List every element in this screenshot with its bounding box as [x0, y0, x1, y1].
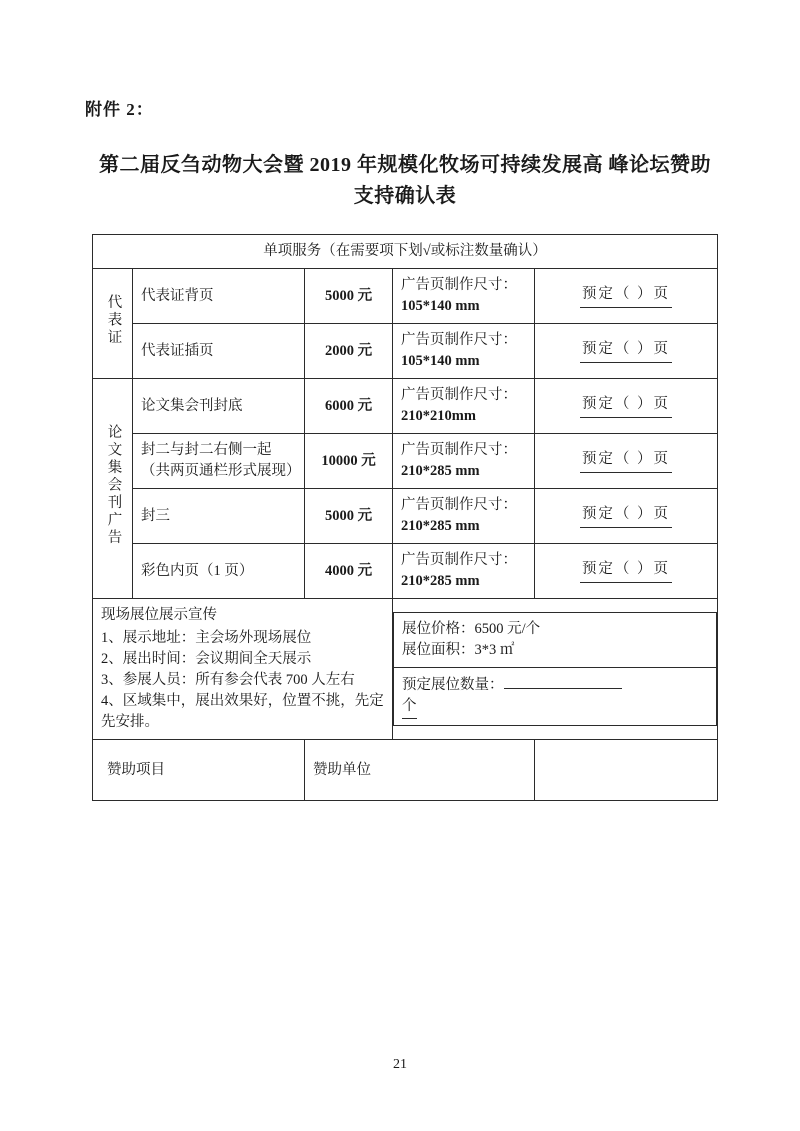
- item-spec: [393, 544, 535, 599]
- booth-item-4: 4、区域集中，展出效果好，位置不挑，先定先安排。: [101, 693, 384, 731]
- spec-line-2: 105*140 mm: [401, 353, 480, 370]
- item-spec: [393, 324, 535, 379]
- booth-reserve-unit: 个: [402, 696, 417, 719]
- booth-reserve-row: [394, 668, 717, 726]
- sponsor-item-label: [93, 740, 305, 801]
- table-row: [93, 544, 718, 599]
- sponsor-unit-label-text: 赞助单位: [313, 761, 371, 778]
- item-name: 封三: [133, 489, 305, 544]
- order-label: 预定（ ）页: [580, 504, 672, 528]
- attachment-label: 附件 2：: [85, 100, 154, 119]
- table-row: [93, 434, 718, 489]
- booth-price-line: 展位价格：6500 元/个: [402, 621, 541, 638]
- spec-line-1: 广告页制作尺寸：: [401, 442, 517, 459]
- spec-line-2: 210*285 mm: [401, 573, 480, 590]
- item-price: 4000 元: [305, 544, 393, 599]
- spec-line-2: 210*285 mm: [401, 518, 480, 535]
- order-label: 预定（ ）页: [580, 339, 672, 363]
- title-line-2: 峰论坛赞助支持确认表: [353, 154, 711, 207]
- booth-item-1: 1、展示地址：主会场外现场展位: [101, 630, 312, 647]
- booth-item-3: 3、参展人员：所有参会代表 700 人左右: [101, 672, 355, 689]
- item-spec: [393, 434, 535, 489]
- item-spec: [393, 489, 535, 544]
- spec-line-1: 广告页制作尺寸：: [401, 497, 517, 514]
- sponsor-item-label-text: 赞助项目: [107, 761, 165, 778]
- sponsor-row: [93, 740, 718, 801]
- item-price: 6000 元: [305, 379, 393, 434]
- item-spec: [393, 379, 535, 434]
- booth-reserve-field[interactable]: [394, 668, 717, 726]
- spec-line-1: 广告页制作尺寸：: [401, 277, 517, 294]
- order-label: 预定（ ）页: [580, 284, 672, 308]
- booth-area-line: 展位面积：3*3 ㎡: [402, 642, 515, 659]
- order-field[interactable]: [535, 544, 718, 599]
- item-price: 10000 元: [305, 434, 393, 489]
- booth-price-row: [394, 613, 717, 668]
- item-spec: [393, 269, 535, 324]
- booth-description: [93, 599, 393, 740]
- booth-reserve-blank[interactable]: [504, 674, 622, 689]
- order-field[interactable]: [535, 269, 718, 324]
- booth-title: 现场展位展示宣传: [101, 607, 217, 624]
- spec-line-2: 105*140 mm: [401, 298, 480, 315]
- item-price: 5000 元: [305, 489, 393, 544]
- order-field[interactable]: [535, 489, 718, 544]
- item-name: 代表证背页: [133, 269, 305, 324]
- table-header-row: [93, 235, 718, 269]
- item-name: 论文集会刊封底: [133, 379, 305, 434]
- booth-price-info: [394, 613, 717, 668]
- table-header-cell: 单项服务（在需要项下划√或标注数量确认）: [93, 235, 718, 269]
- order-field[interactable]: [535, 379, 718, 434]
- table-row: [93, 324, 718, 379]
- page-title: [95, 150, 715, 212]
- sponsor-unit-value[interactable]: [535, 740, 718, 801]
- order-label: 预定（ ）页: [580, 449, 672, 473]
- item-name: 彩色内页（1 页）: [133, 544, 305, 599]
- sponsorship-table: [92, 234, 718, 801]
- group-label-delegate-card: 代表证: [93, 269, 133, 379]
- item-price: 2000 元: [305, 324, 393, 379]
- sponsor-unit-label: [305, 740, 535, 801]
- booth-section-row: [93, 599, 718, 740]
- spec-line-1: 广告页制作尺寸：: [401, 387, 517, 404]
- order-field[interactable]: [535, 324, 718, 379]
- booth-right-table: [393, 612, 717, 726]
- booth-item-2: 2、展出时间：会议期间全天展示: [101, 651, 312, 668]
- page-number: 21: [393, 1057, 407, 1072]
- item-name: 代表证插页: [133, 324, 305, 379]
- table-row: [93, 269, 718, 324]
- spec-line-2: 210*210mm: [401, 408, 476, 425]
- booth-reserve-label: 预定展位数量：: [402, 677, 504, 694]
- title-line-1: 第二届反刍动物大会暨 2019 年规模化牧场可持续发展高: [99, 154, 603, 176]
- item-price: 5000 元: [305, 269, 393, 324]
- spec-line-2: 210*285 mm: [401, 463, 480, 480]
- item-name: 封二与封二右侧一起（共两页通栏形式展现）: [133, 434, 305, 489]
- order-label: 预定（ ）页: [580, 394, 672, 418]
- order-label: 预定（ ）页: [580, 559, 672, 583]
- group-label-proceedings-ad: 论文集会刊广告: [93, 379, 133, 599]
- spec-line-1: 广告页制作尺寸：: [401, 332, 517, 349]
- table-row: [93, 379, 718, 434]
- booth-right-container: [393, 599, 718, 740]
- order-field[interactable]: [535, 434, 718, 489]
- spec-line-1: 广告页制作尺寸：: [401, 552, 517, 569]
- table-row: [93, 489, 718, 544]
